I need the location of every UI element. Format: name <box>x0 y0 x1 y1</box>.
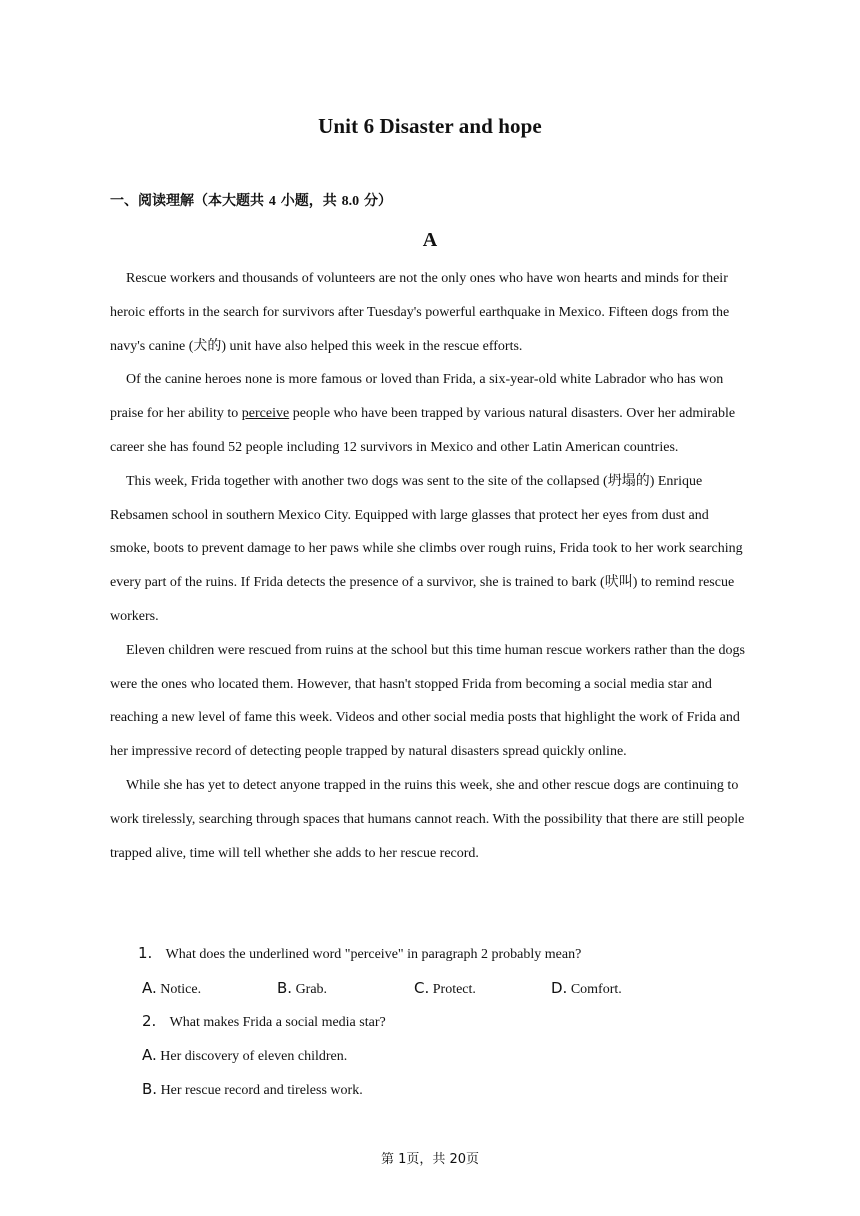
option-text: Notice. <box>160 982 202 997</box>
question-1-text: What does the underlined word "perceive" in paragraph 2 probably mean? <box>165 947 582 962</box>
document-title: Unit 6 Disaster and hope <box>318 114 542 138</box>
paragraph-2-start: Of the canine heroes none is more famous or loved than Frida, a six-year-old white Labrador who has won praise for her ability to <box>110 372 724 422</box>
question-1-option-a[interactable] <box>142 979 201 998</box>
option-letter: A. <box>142 979 157 997</box>
option-text: Comfort. <box>570 982 622 997</box>
paragraph-4: Eleven children were rescued from ruins at the school but this time human rescue workers rather than the dogs were the ones who located them. However, that hasn't stopped Frida from becoming a social media star and reaching a new level of fame this week. Videos and other social media posts that highlight the work of Frida and her impressive record of detecting people trapped by natural disasters spread quickly online. <box>110 642 745 760</box>
section-heading-middle: 小题，共 <box>280 193 337 209</box>
section-heading <box>110 190 392 210</box>
option-text: Grab. <box>295 982 328 997</box>
paragraph-2 <box>110 363 750 464</box>
paragraph-1: Rescue workers and thousands of volunteers are not the only ones who have won hearts and minds for their heroic efforts in the search for survivors after Tuesday's powerful earthquake in Mexico. Fifteen dogs from the navy's canine (犬的) unit have also helped this week in the rescue efforts. <box>110 271 730 354</box>
option-letter: B. <box>142 1080 158 1098</box>
question-2-text: What makes Frida a social media star? <box>169 1015 386 1030</box>
question-1-option-b[interactable] <box>277 979 327 998</box>
section-score: 8.0 <box>341 194 360 209</box>
underlined-word: perceive <box>241 406 290 422</box>
question-2-option-b[interactable] <box>142 1080 363 1099</box>
option-text: Her rescue record and tireless work. <box>160 1083 363 1098</box>
question-2-stem <box>142 1012 386 1031</box>
question-1-option-d[interactable] <box>551 979 622 998</box>
page-footer: 第 1页，共 20页 <box>380 1152 480 1167</box>
option-letter: A. <box>142 1046 157 1064</box>
question-1-option-c[interactable] <box>414 979 476 998</box>
question-2-number: 2. <box>142 1012 157 1030</box>
option-text: Protect. <box>432 982 476 997</box>
option-letter: D. <box>551 979 568 997</box>
question-1-number: 1. <box>138 944 153 962</box>
option-text: Her discovery of eleven children. <box>160 1049 348 1064</box>
paragraph-2-end: people who have been trapped by various natural disasters. Over her admirable career she has found 52 people including 12 survivors in Mexico and other Latin American countries. <box>110 406 736 455</box>
paragraph-5: While she has yet to detect anyone trapped in the ruins this week, she and other rescue dogs are continuing to work tirelessly, searching through spaces that humans cannot reach. With the possibility that there are still people trapped alive, time will tell whether she adds to her rescue record. <box>110 777 745 861</box>
passage-body <box>110 262 750 870</box>
option-letter: B. <box>277 979 293 997</box>
question-1-stem <box>138 944 581 963</box>
option-letter: C. <box>414 979 430 997</box>
section-heading-prefix: 一、阅读理解（本大题共 <box>110 193 264 209</box>
section-question-count: 4 <box>268 194 276 209</box>
paragraph-3: This week, Frida together with another two dogs was sent to the site of the collapsed (坍塌的) Enrique Rebsamen school in southern Mexico City. Equipped with large glasses that protect her eyes from dust and smoke, boots to prevent damage to her paws while she climbs over rough ruins, Frida took to her work searching every part of the ruins. If Frida detects the presence of a survivor, she is trained to bark (吠叫) to remind rescue workers. <box>110 473 743 624</box>
question-2-option-a[interactable] <box>142 1046 347 1065</box>
passage-label: A <box>422 229 438 251</box>
section-heading-suffix: 分） <box>364 193 392 209</box>
